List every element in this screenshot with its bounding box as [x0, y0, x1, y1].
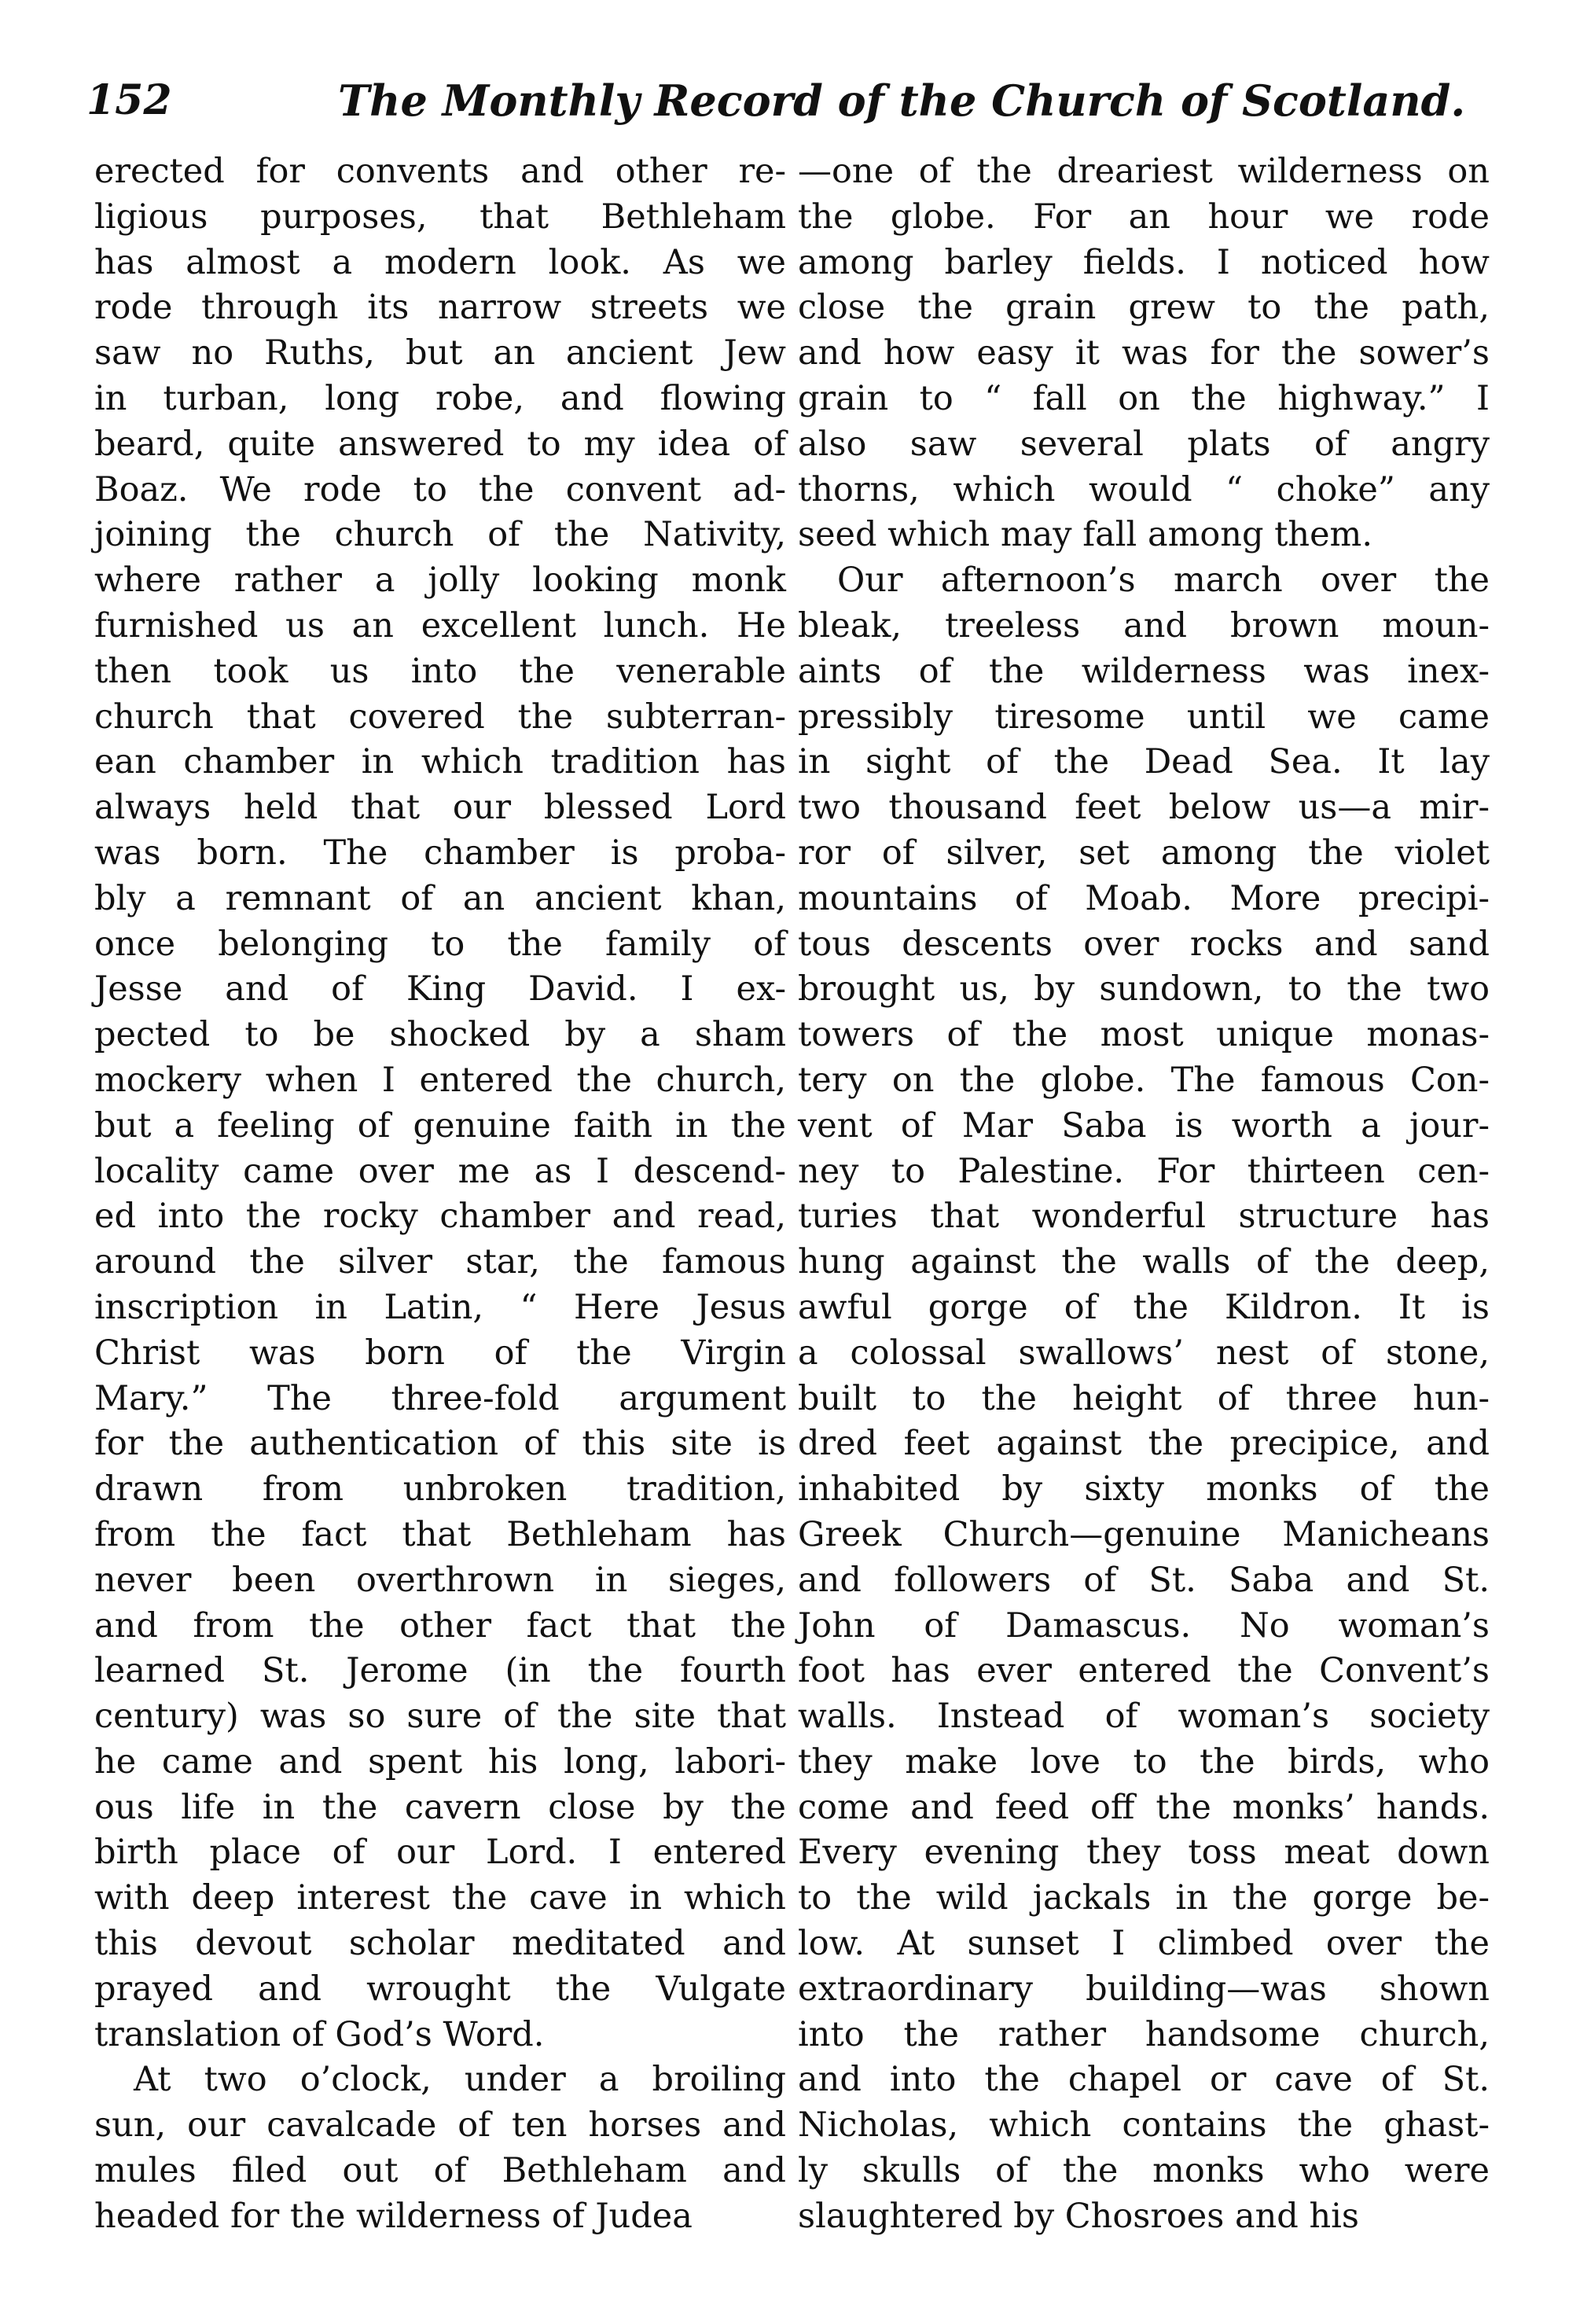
text-line: ney to Palestine. For thirteen cen-: [798, 1151, 1490, 1191]
text-line: a colossal swallows’ nest of stone,: [798, 1333, 1490, 1373]
text-line: slaughtered by Chosroes and his: [798, 2196, 1359, 2236]
text-line: inscription in Latin, “ Here Jesus: [94, 1287, 786, 1327]
text-line: learned St. Jerome (in the fourth: [94, 1651, 786, 1691]
text-line: thorns, which would “ choke” any: [798, 469, 1490, 509]
text-line: church that covered the subterran-: [94, 697, 786, 737]
text-line: inhabited by sixty monks of the: [798, 1469, 1490, 1509]
text-line: where rather a jolly looking monk: [94, 561, 786, 601]
text-line: two thousand feet below us—a mir-: [798, 788, 1490, 828]
text-line: always held that our blessed Lord: [94, 788, 786, 828]
text-line: but a feeling of genuine faith in the: [94, 1105, 786, 1145]
text-line: furnished us an excellent lunch. He: [94, 605, 786, 645]
text-line: dred feet against the precipice, and: [798, 1424, 1490, 1464]
text-line: translation of God’s Word.: [94, 2014, 545, 2054]
text-line: ous life in the cavern close by the: [94, 1787, 786, 1827]
text-line: the globe. For an hour we rode: [798, 197, 1490, 237]
text-line: he came and spent his long, labori-: [94, 1741, 786, 1782]
text-line: low. At sunset I climbed over the: [798, 1924, 1490, 1964]
text-line: mountains of Moab. More precipi-: [798, 878, 1490, 918]
text-line: hung against the walls of the deep,: [798, 1242, 1490, 1282]
text-line: mules filed out of Bethleham and: [94, 2151, 786, 2191]
text-line: prayed and wrought the Vulgate: [94, 1969, 786, 2009]
text-line: erected for convents and other re-: [94, 152, 786, 191]
text-line: drawn from unbroken tradition,: [94, 1469, 786, 1509]
text-line: locality came over me as I descend-: [94, 1151, 786, 1191]
text-line: ror of silver, set among the violet: [798, 833, 1490, 873]
text-line: grain to “ fall on the highway.” I: [798, 378, 1490, 418]
text-line: they make love to the birds, who: [798, 1741, 1490, 1782]
text-line: Greek Church—genuine Manicheans: [798, 1514, 1490, 1554]
text-line: awful gorge of the Kildron. It is: [798, 1287, 1490, 1327]
text-line: extraordinary building—was shown: [798, 1969, 1490, 2009]
text-line: beard, quite answered to my idea of: [94, 424, 786, 464]
text-line: joining the church of the Nativity,: [94, 515, 786, 555]
text-line: come and feed off the monks’ hands.: [798, 1787, 1490, 1827]
text-line: century) was so sure of the site that: [94, 1697, 786, 1737]
text-line: with deep interest the cave in which: [94, 1878, 786, 1918]
text-line: birth place of our Lord. I entered: [94, 1833, 786, 1873]
text-line: and from the other fact that the: [94, 1605, 786, 1646]
text-line: and into the chapel or cave of St.: [798, 2060, 1490, 2100]
text-line: tous descents over rocks and sand: [798, 924, 1490, 964]
text-line: and how easy it was for the sower’s: [798, 333, 1490, 373]
text-line: John of Damascus. No woman’s: [798, 1605, 1490, 1646]
text-line: ean chamber in which tradition has: [94, 742, 786, 782]
text-line: Jesse and of King David. I ex-: [94, 969, 786, 1009]
text-line: from the fact that Bethleham has: [94, 1514, 786, 1554]
page-header: [86, 69, 1501, 132]
text-line: Christ was born of the Virgin: [94, 1333, 786, 1373]
text-line: into the rather handsome church,: [798, 2014, 1490, 2054]
text-line: ligious purposes, that Bethleham: [94, 197, 786, 237]
text-line: rode through its narrow streets we: [94, 288, 786, 328]
text-line: seed which may fall among them.: [798, 515, 1372, 555]
text-line: Mary.” The three-fold argument: [94, 1378, 786, 1418]
text-line: turies that wonderful structure has: [798, 1197, 1490, 1237]
text-line: walls. Instead of woman’s society: [798, 1697, 1490, 1737]
text-line: then took us into the venerable: [94, 651, 786, 691]
text-line: sun, our cavalcade of ten horses and: [94, 2105, 786, 2146]
text-line: foot has ever entered the Convent’s: [798, 1651, 1490, 1691]
page-number: 152: [86, 76, 172, 124]
text-line: bleak, treeless and brown moun-: [798, 605, 1490, 645]
text-line: ed into the rocky chamber and read,: [94, 1197, 786, 1237]
text-line: close the grain grew to the path,: [798, 288, 1490, 328]
text-line: towers of the most unique monas-: [798, 1015, 1490, 1055]
text-line: and followers of St. Saba and St.: [798, 1560, 1490, 1600]
text-line: Boaz. We rode to the convent ad-: [94, 469, 786, 509]
text-line: among barley fields. I noticed how: [798, 242, 1490, 282]
running-title: The Monthly Record of the Church of Scotland.: [338, 75, 1466, 126]
text-line: brought us, by sundown, to the two: [798, 969, 1490, 1009]
text-line: to the wild jackals in the gorge be-: [798, 1878, 1490, 1918]
text-line: once belonging to the family of: [94, 924, 786, 964]
text-line: tery on the globe. The famous Con-: [798, 1060, 1490, 1100]
text-line: was born. The chamber is proba-: [94, 833, 786, 873]
text-line: Our afternoon’s march over the: [837, 561, 1490, 601]
text-line: —one of the dreariest wilderness on: [798, 152, 1490, 191]
text-line: headed for the wilderness of Judea: [94, 2196, 693, 2236]
text-line: bly a remnant of an ancient khan,: [94, 878, 786, 918]
text-line: in turban, long robe, and flowing: [94, 378, 786, 418]
text-line: this devout scholar meditated and: [94, 1924, 786, 1964]
text-line: At two o’clock, under a broiling: [134, 2060, 786, 2100]
text-line: never been overthrown in sieges,: [94, 1560, 786, 1600]
text-line: in sight of the Dead Sea. It lay: [798, 742, 1490, 782]
text-line: pressibly tiresome until we came: [798, 697, 1490, 737]
text-line: ly skulls of the monks who were: [798, 2151, 1490, 2191]
text-line: around the silver star, the famous: [94, 1242, 786, 1282]
text-column-left: [94, 149, 786, 2272]
text-line: pected to be shocked by a sham: [94, 1015, 786, 1055]
text-line: Nicholas, which contains the ghast-: [798, 2105, 1490, 2146]
text-line: saw no Ruths, but an ancient Jew: [94, 333, 786, 373]
text-line: vent of Mar Saba is worth a jour-: [798, 1105, 1490, 1145]
text-line: Every evening they toss meat down: [798, 1833, 1490, 1873]
text-line: mockery when I entered the church,: [94, 1060, 786, 1100]
text-line: built to the height of three hun-: [798, 1378, 1490, 1418]
text-line: for the authentication of this site is: [94, 1424, 786, 1464]
text-line: also saw several plats of angry: [798, 424, 1490, 464]
text-column-right: [798, 149, 1490, 2272]
text-line: has almost a modern look. As we: [94, 242, 786, 282]
text-line: aints of the wilderness was inex-: [798, 651, 1490, 691]
